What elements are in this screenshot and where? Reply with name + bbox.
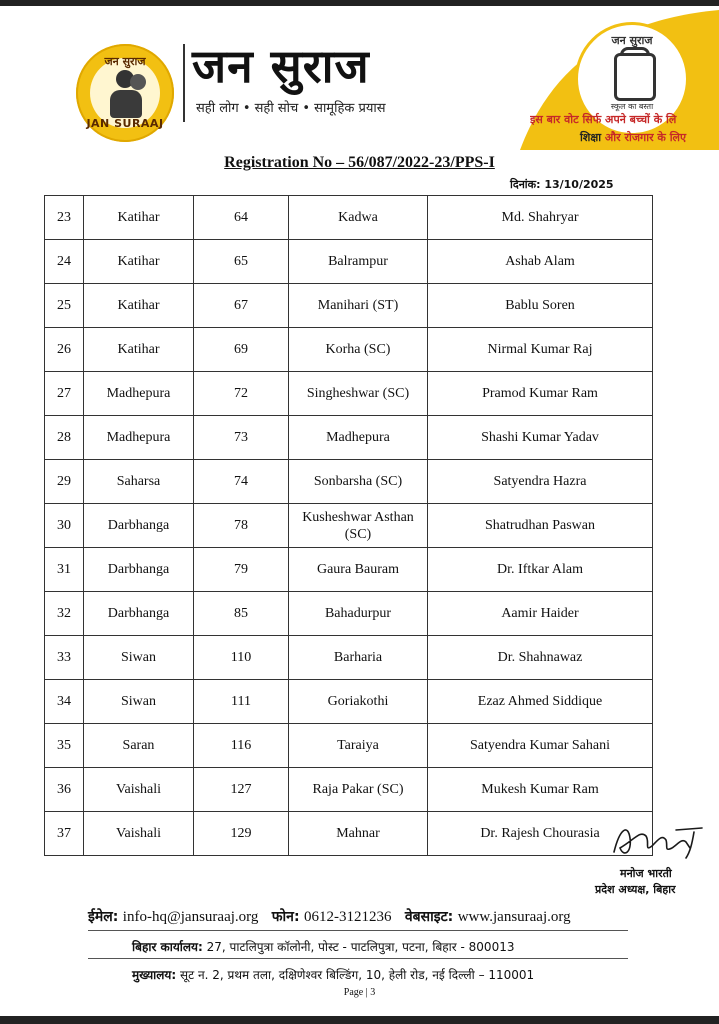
serial-number-cell: 23 xyxy=(45,196,84,240)
constituency-cell: Raja Pakar (SC) xyxy=(289,768,428,812)
bottom-edge-bar xyxy=(0,1016,719,1024)
email-label: ईमेल: xyxy=(88,909,119,925)
district-cell: Darbhanga xyxy=(84,548,194,592)
brand-name: जन सुराज xyxy=(192,39,370,93)
constituency-number-cell: 78 xyxy=(194,504,289,548)
table-row xyxy=(45,328,653,372)
candidate-name-cell: Dr. Iftkar Alam xyxy=(428,548,653,592)
bihar-office-label: बिहार कार्यालय: xyxy=(132,940,203,954)
constituency-cell: Balrampur xyxy=(289,240,428,284)
constituency-number-cell: 67 xyxy=(194,284,289,328)
serial-number-cell: 24 xyxy=(45,240,84,284)
signatory-title: प्रदेश अध्यक्ष, बिहार xyxy=(595,883,676,896)
badge-sub-text: स्कूल का बस्ता xyxy=(610,102,654,111)
constituency-number-cell: 65 xyxy=(194,240,289,284)
footer-divider-2 xyxy=(88,958,628,959)
constituency-number-cell: 72 xyxy=(194,372,289,416)
table-row xyxy=(45,724,653,768)
phone-number: 0612-3121236 xyxy=(304,909,392,925)
table-row xyxy=(45,680,653,724)
table-row xyxy=(45,504,653,548)
district-cell: Siwan xyxy=(84,680,194,724)
constituency-number-cell: 69 xyxy=(194,328,289,372)
district-cell: Madhepura xyxy=(84,372,194,416)
district-cell: Madhepura xyxy=(84,416,194,460)
hq-label: मुख्यालय: xyxy=(132,968,177,982)
table-row xyxy=(45,284,653,328)
constituency-cell: Madhepura xyxy=(289,416,428,460)
promo-word-education: शिक्षा xyxy=(580,131,602,144)
table-row xyxy=(45,548,653,592)
district-cell: Katihar xyxy=(84,240,194,284)
serial-number-cell: 29 xyxy=(45,460,84,504)
constituency-number-cell: 79 xyxy=(194,548,289,592)
constituency-number-cell: 85 xyxy=(194,592,289,636)
constituency-number-cell: 129 xyxy=(194,812,289,856)
constituency-number-cell: 74 xyxy=(194,460,289,504)
table-row xyxy=(45,416,653,460)
constituency-number-cell: 127 xyxy=(194,768,289,812)
logo-bottom-text: JAN SURAAJ xyxy=(86,117,164,130)
candidate-name-cell: Satyendra Hazra xyxy=(428,460,653,504)
website-link[interactable]: www.jansuraaj.org xyxy=(457,909,571,925)
constituency-cell: Taraiya xyxy=(289,724,428,768)
constituency-cell: Gaura Bauram xyxy=(289,548,428,592)
candidate-name-cell: Pramod Kumar Ram xyxy=(428,372,653,416)
candidate-name-cell: Dr. Rajesh Chourasia xyxy=(428,812,653,856)
table-row xyxy=(45,460,653,504)
table-row xyxy=(45,196,653,240)
logo-top-text: जन सुराज xyxy=(104,55,146,68)
signatory-name: मनोज भारती xyxy=(620,867,672,880)
constituency-number-cell: 64 xyxy=(194,196,289,240)
header-divider xyxy=(183,44,185,122)
candidate-name-cell: Ezaz Ahmed Siddique xyxy=(428,680,653,724)
serial-number-cell: 37 xyxy=(45,812,84,856)
brand-tagline: सही लोग • सही सोच • सामूहिक प्रयास xyxy=(196,101,386,116)
district-cell: Darbhanga xyxy=(84,504,194,548)
serial-number-cell: 26 xyxy=(45,328,84,372)
document-date: दिनांक: 13/10/2025 xyxy=(510,178,614,191)
bihar-office-text: 27, पाटलिपुत्रा कॉलोनी, पोस्ट - पाटलिपुत्रा, पटना, बिहार - 800013 xyxy=(206,940,515,954)
table-row xyxy=(45,768,653,812)
website-label: वेबसाइट: xyxy=(404,909,454,925)
candidate-name-cell: Nirmal Kumar Raj xyxy=(428,328,653,372)
district-cell: Vaishali xyxy=(84,812,194,856)
district-cell: Vaishali xyxy=(84,768,194,812)
district-cell: Saran xyxy=(84,724,194,768)
constituency-cell: Bahadurpur xyxy=(289,592,428,636)
candidate-name-cell: Bablu Soren xyxy=(428,284,653,328)
district-cell: Katihar xyxy=(84,328,194,372)
constituency-cell: Barharia xyxy=(289,636,428,680)
serial-number-cell: 27 xyxy=(45,372,84,416)
candidate-name-cell: Ashab Alam xyxy=(428,240,653,284)
table-row xyxy=(45,636,653,680)
constituency-cell: Mahnar xyxy=(289,812,428,856)
promo-word-and: और xyxy=(604,131,621,144)
phone-label: फोन: xyxy=(271,909,300,925)
district-cell: Katihar xyxy=(84,284,194,328)
registration-number: Registration No – 56/087/2022-23/PPS-I xyxy=(224,154,495,171)
constituency-cell: Kusheshwar Asthan (SC) xyxy=(289,504,428,548)
table-row xyxy=(45,240,653,284)
constituency-cell: Goriakothi xyxy=(289,680,428,724)
candidate-name-cell: Dr. Shahnawaz xyxy=(428,636,653,680)
serial-number-cell: 32 xyxy=(45,592,84,636)
district-cell: Saharsa xyxy=(84,460,194,504)
district-cell: Siwan xyxy=(84,636,194,680)
candidate-name-cell: Md. Shahryar xyxy=(428,196,653,240)
constituency-cell: Manihari (ST) xyxy=(289,284,428,328)
serial-number-cell: 28 xyxy=(45,416,84,460)
email-link[interactable]: info-hq@jansuraaj.org xyxy=(122,909,259,925)
promo-word-employment: रोजगार के लिए xyxy=(624,131,687,144)
constituency-number-cell: 73 xyxy=(194,416,289,460)
candidate-name-cell: Aamir Haider xyxy=(428,592,653,636)
candidate-name-cell: Shatrudhan Paswan xyxy=(428,504,653,548)
badge-top-text: जन सुराज xyxy=(611,34,653,47)
bihar-office-address xyxy=(132,938,514,955)
serial-number-cell: 31 xyxy=(45,548,84,592)
candidate-name-cell: Mukesh Kumar Ram xyxy=(428,768,653,812)
top-edge-bar xyxy=(0,0,719,6)
serial-number-cell: 34 xyxy=(45,680,84,724)
candidate-name-cell: Satyendra Kumar Sahani xyxy=(428,724,653,768)
constituency-cell: Kadwa xyxy=(289,196,428,240)
constituency-number-cell: 110 xyxy=(194,636,289,680)
district-cell: Katihar xyxy=(84,196,194,240)
promo-line-1: इस बार वोट सिर्फ अपने बच्चों के लि xyxy=(530,113,677,126)
candidate-name-cell: Shashi Kumar Yadav xyxy=(428,416,653,460)
constituency-cell: Korha (SC) xyxy=(289,328,428,372)
table-row xyxy=(45,372,653,416)
serial-number-cell: 35 xyxy=(45,724,84,768)
jan-suraaj-logo xyxy=(76,44,174,142)
constituency-number-cell: 116 xyxy=(194,724,289,768)
constituency-number-cell: 111 xyxy=(194,680,289,724)
constituency-cell: Sonbarsha (SC) xyxy=(289,460,428,504)
hq-address xyxy=(132,966,534,983)
constituency-cell: Singheshwar (SC) xyxy=(289,372,428,416)
hq-text: सूट न. 2, प्रथम तला, दक्षिणेश्वर बिल्डिंग, 10, हेली रोड, नई दिल्ली – 110001 xyxy=(180,968,535,982)
table-row xyxy=(45,812,653,856)
candidate-table xyxy=(44,195,653,856)
footer-divider xyxy=(88,930,628,931)
page-number: Page | 3 xyxy=(343,987,376,998)
promo-line-2 xyxy=(580,130,686,145)
table-row xyxy=(45,592,653,636)
serial-number-cell: 30 xyxy=(45,504,84,548)
serial-number-cell: 25 xyxy=(45,284,84,328)
serial-number-cell: 36 xyxy=(45,768,84,812)
district-cell: Darbhanga xyxy=(84,592,194,636)
contact-line xyxy=(88,907,571,926)
serial-number-cell: 33 xyxy=(45,636,84,680)
signature-mark xyxy=(606,818,716,866)
